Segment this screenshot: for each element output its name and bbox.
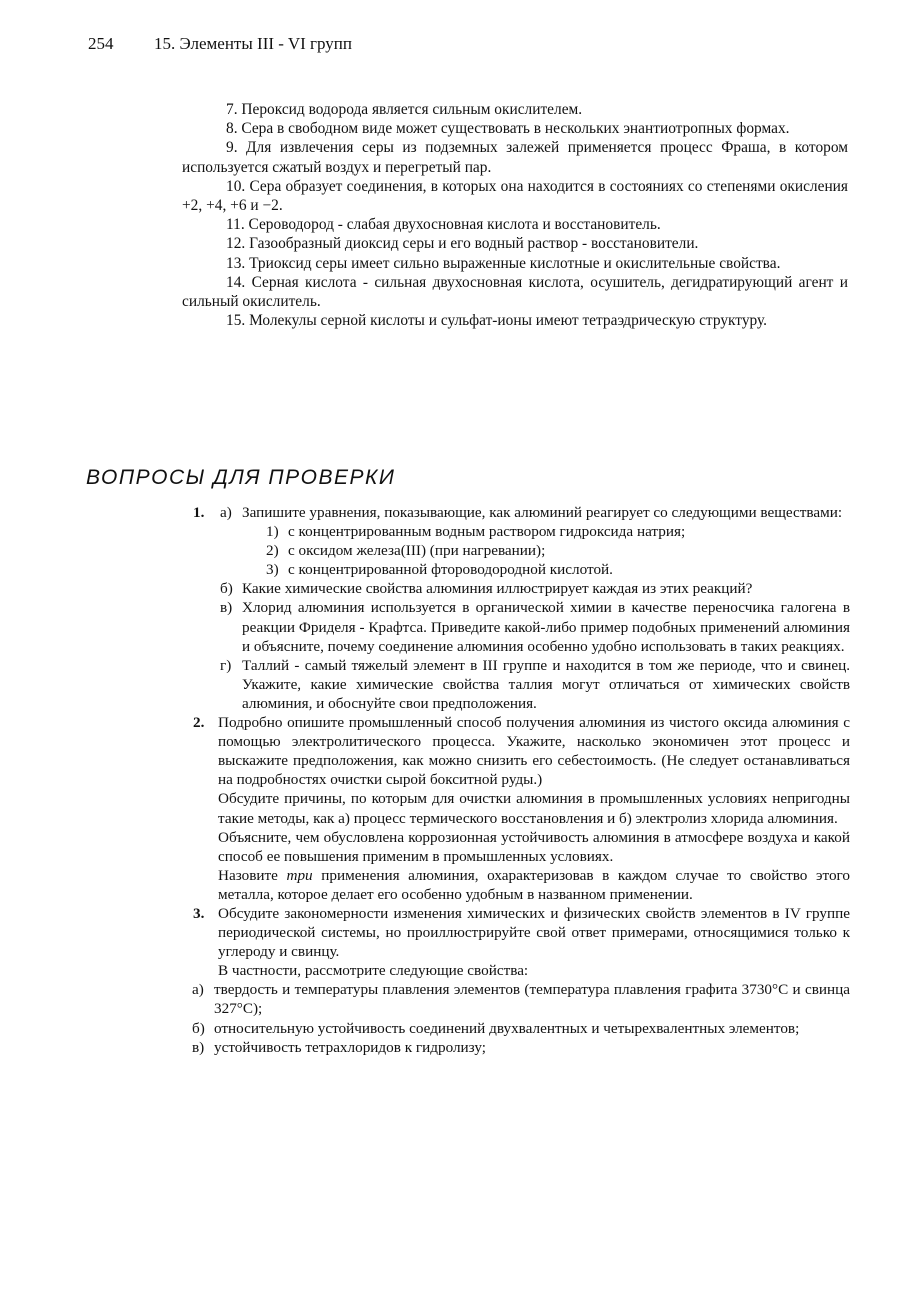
sub-text: Хлорид алюминия используется в органической химии в качестве переносчика галогена в реакции Фриделя - Крафтса. Приведите какой-либо пример подобных применений алюминия и объясните, почему соединение алюминия особенно удобно использовать в таких реакциях. [242,599,850,655]
paragraph: В частности, рассмотрите следующие свойства: [218,962,529,980]
page-header [88,34,352,54]
list-item: б) относительную устойчивость соединений двухвалентных и четырехвалентных элементов; [192,1019,800,1037]
statement-12: 12. Газообразный диоксид серы и его водный раствор - восстановители. [226,235,699,253]
question-1b [218,579,850,598]
paragraph: Подробно опишите промышленный способ получения алюминия из чистого оксида алюминия с помощью электролитического процесса. Укажите, насколько экономичен этот процесс и выскажите предположения, как можно снизить его себестоимость. (Не следует останавливаться на подробностях очистки сырой бокситной руды.) [218,714,850,789]
statement-10: 10. Сера образует соединения, в которых она находится в состояниях со степенями окисления +2, +4, +6 и −2. [182,177,848,215]
question-number: 1. [193,504,205,521]
statement-7: 7. Пероксид водорода является сильным окислителем. [226,101,583,118]
statement-14: 14. Серная кислота - сильная двухосновная кислота, осушитель, дегидратирующий агент и сильный окислитель. [182,273,848,311]
sub-label: в) [220,599,233,617]
question-3 [190,904,850,980]
statement-9: 9. Для извлечения серы из подземных залежей применяется процесс Фраша, в котором используется сжатый воздух и перегретый пар. [182,139,848,176]
statement-13: 13. Триоксид серы имеет сильно выраженные кислотные и окислительные свойства. [226,254,781,272]
section-title: ВОПРОСЫ ДЛЯ ПРОВЕРКИ [86,466,396,489]
list-item: а) твердость и температуры плавления элементов (температура плавления графита 3730°C и свинца 327°C); [192,981,850,1018]
statement-15: 15. Молекулы серной кислоты и сульфат-ионы имеют тетраэдрическую структуру. [226,312,768,330]
emphasis: три [286,866,313,884]
question-1g [218,656,850,713]
statement-11: 11. Сероводород - слабая двухосновная кислота и восстановитель. [226,216,661,234]
question-1 [190,503,850,713]
list-item: в) устойчивость тетрахлоридов к гидролизу; [192,1038,486,1056]
list-item: 3) с концентрированной фтороводородной кислотой. [266,561,613,579]
paragraph: Объясните, чем обусловлена коррозионная устойчивость алюминия в атмосфере воздуха и какой способ ее повышения применим в промышленных условиях. [218,828,850,865]
list-item: 1) с концентрированным водным раствором гидроксида натрия; [266,523,686,541]
sub-text: Какие химические свойства алюминия иллюстрирует каждая из этих реакций? [242,580,753,598]
sub-label: г) [220,656,232,674]
paragraph: Обсудите причины, по которым для очистки алюминия в промышленных условиях непригодны такие методы, как а) процесс термического восстановления и б) электролиз хлорида алюминия. [218,790,850,827]
page-number: 254 [88,34,114,53]
chapter-title: 15. Элементы III - VI групп [154,34,352,53]
question-2 [190,713,850,904]
sub-label: б) [220,580,233,598]
statement-8: 8. Сера в свободном виде может существовать в нескольких энантиотропных формах. [226,120,790,138]
question-number: 2. [193,714,205,732]
paragraph: Обсудите закономерности изменения химических и физических свойств элементов в IV группе периодической системы, но проиллюстрируйте свой ответ примерами, относящимися только к углероду и свинцу. [218,904,850,961]
list-item: 2) с оксидом железа(III) (при нагревании); [266,542,546,560]
question-number: 3. [193,904,205,922]
question-1a [218,503,850,579]
statement-list [182,100,848,330]
sub-label: а) [220,504,232,521]
question-list [190,503,850,1057]
question-1v [218,598,850,655]
sub-text: Запишите уравнения, показывающие, как алюминий реагирует со следующими веществами: [242,504,843,521]
sub-text: Таллий - самый тяжелый элемент в III группе и находится в том же периоде, что и свинец. Укажите, какие химические свойства таллия могут отличаться от химических свойств алюминия, и обоснуйте свои предположения. [242,656,850,712]
paragraph: Назовите три применения алюминия, охарактеризовав в каждом случае то свойство этого металла, которое делает его особенно удобным в названном применении. [218,866,850,903]
